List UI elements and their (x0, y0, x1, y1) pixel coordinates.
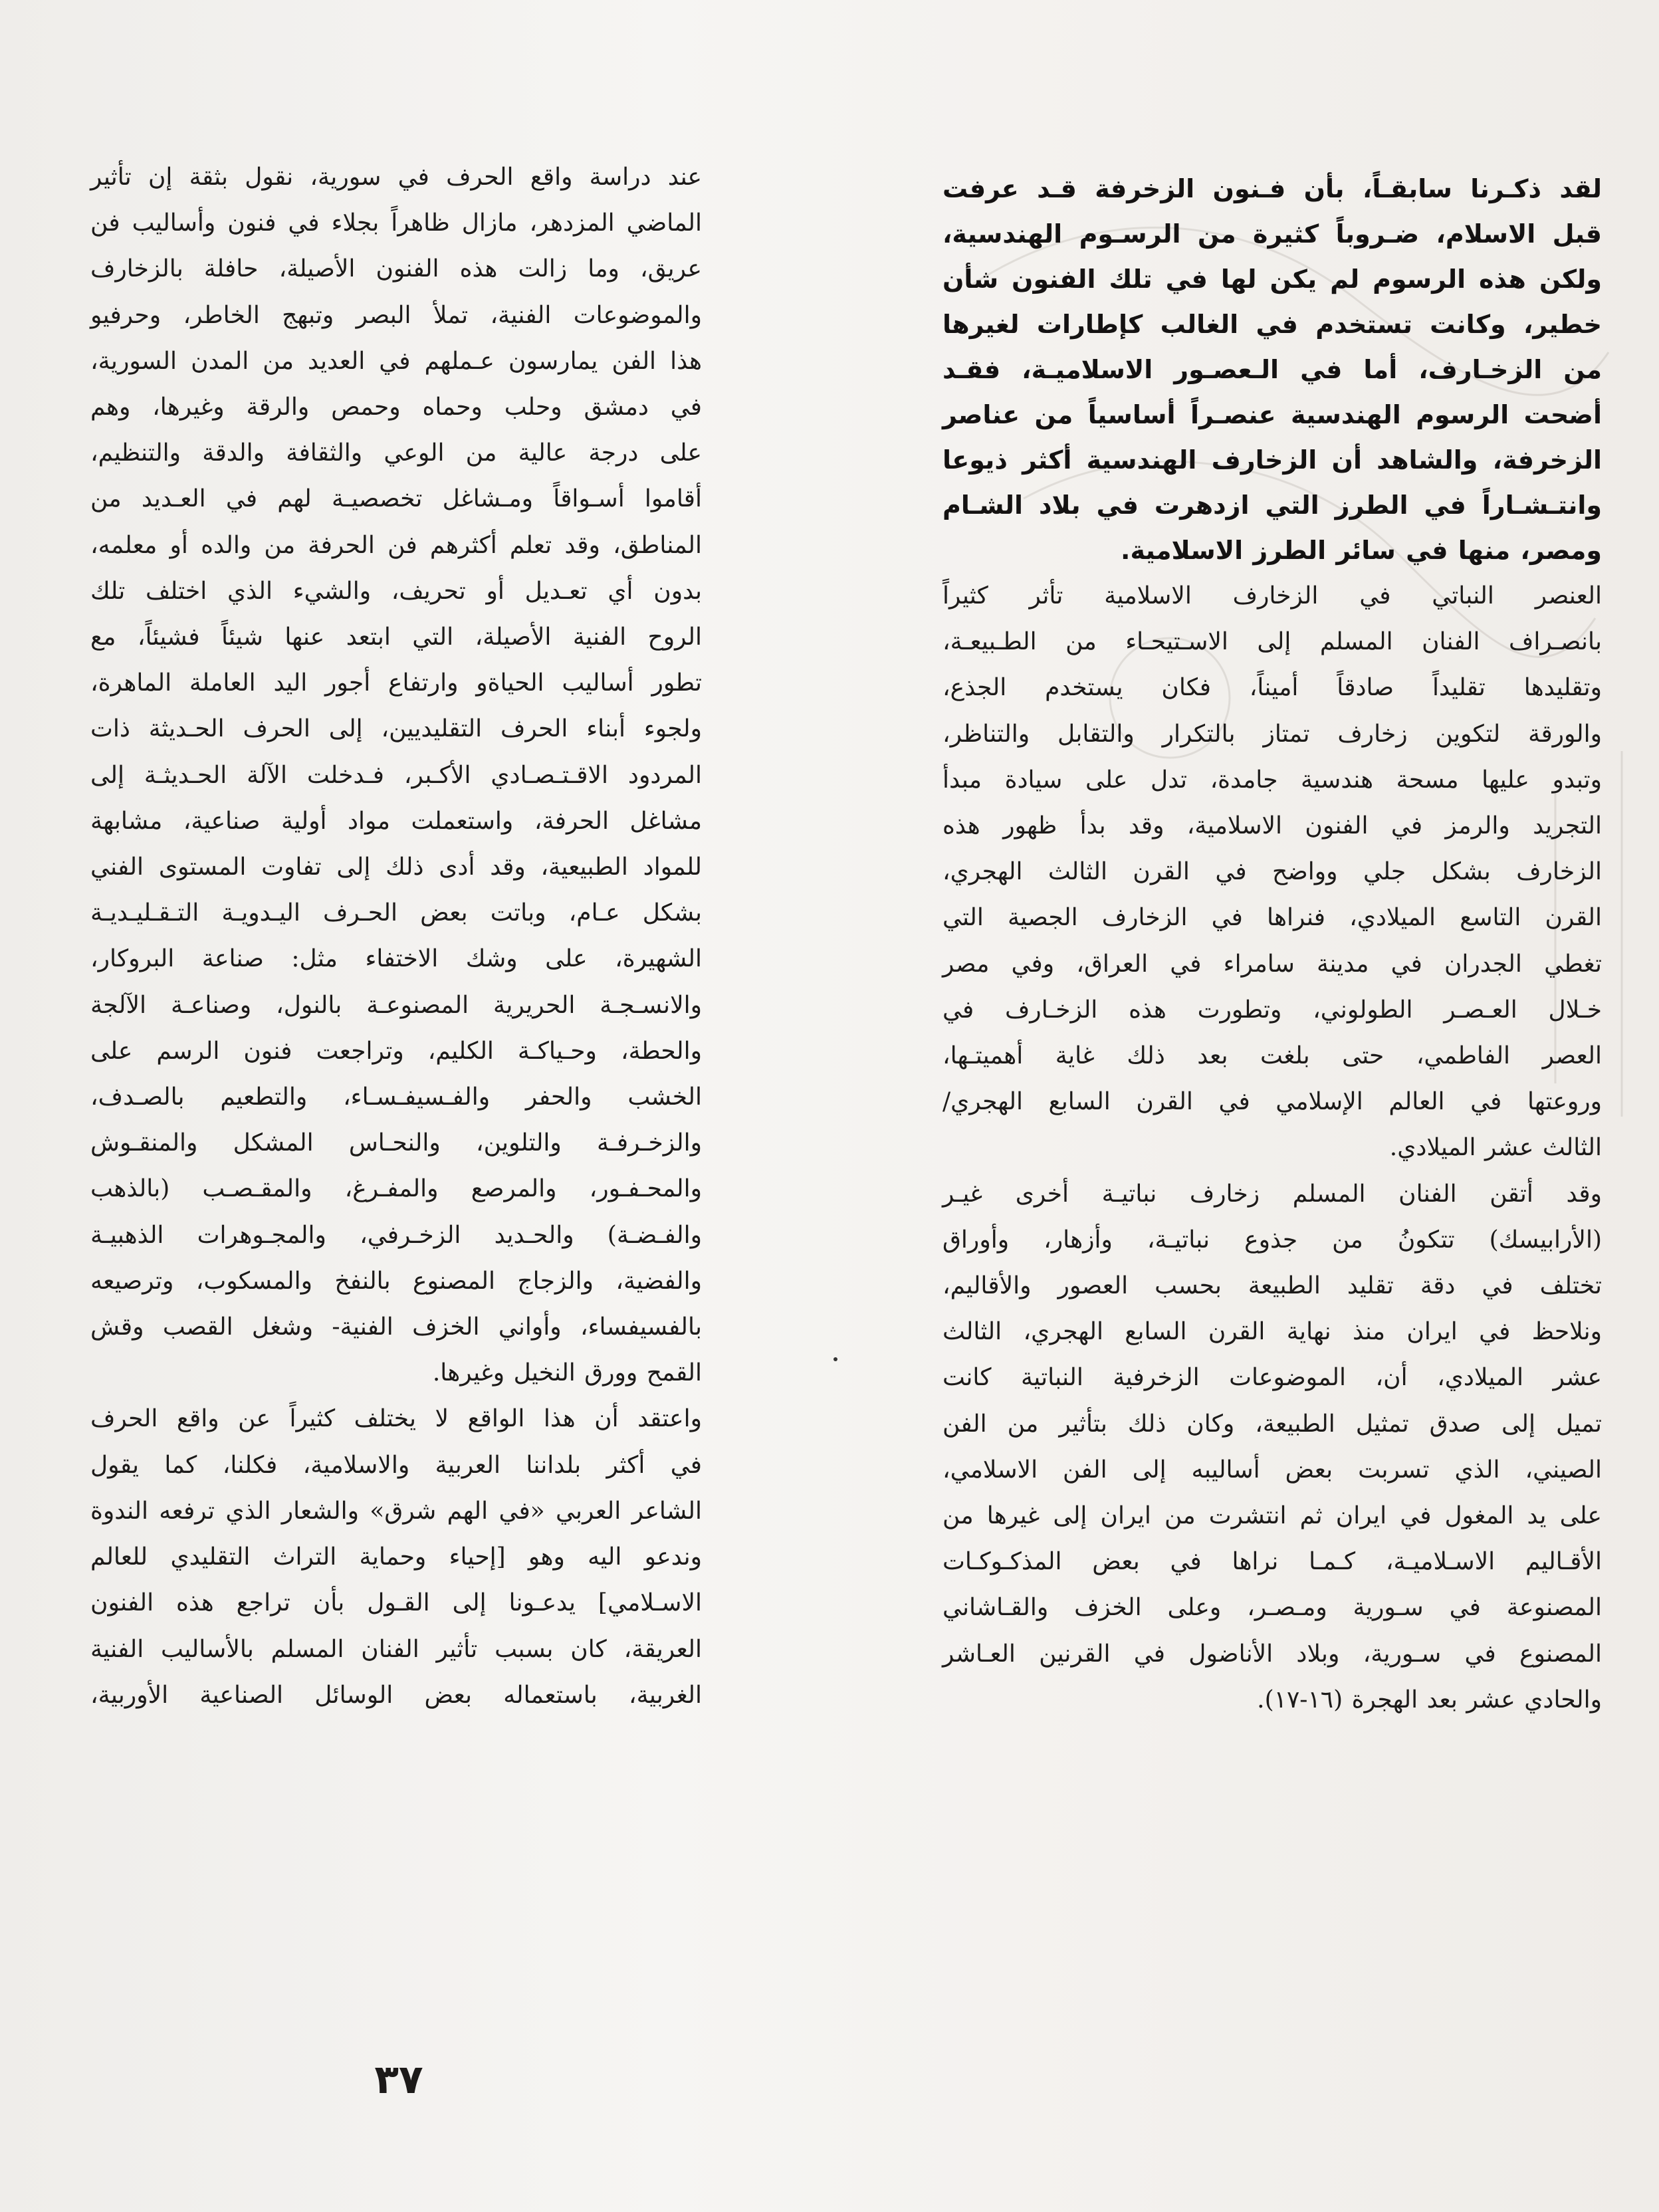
text-line: تميل إلى صدق تمثيل الطبيعة، وكان ذلك بتأثير من الفن (942, 1410, 1602, 1438)
text-line: الروح الفنية الأصيلة، التي ابتعد عنها شيئاً فشيئاً، مع (90, 623, 702, 651)
text-line: بالفسيفساء، وأواني الخزف الفنية- وشغل القصب وقش (90, 1313, 702, 1341)
text-line: الغربية، باستعماله بعض الوسائل الصناعية الأوربية، (90, 1681, 702, 1709)
text-line: الأقـاليم الاسـلاميـة، كـمـا نراها في بعض المذكـوكـات (942, 1548, 1602, 1576)
text-line: للمواد الطبيعية، وقد أدى ذلك إلى تفاوت المستوى الفني (90, 853, 702, 881)
text-line: عند دراسة واقع الحرف في سورية، نقول بثقة إن تأثير (90, 164, 702, 191)
text-line: عريق، وما زالت هذه الفنون الأصيلة، حافلة بالزخارف (90, 255, 702, 283)
text-line: المصنوعة في سـورية ومـصـر، وعلى الخزف والقـاشاني (942, 1594, 1602, 1622)
text-line: وانتـشـاراً في الطرز التي ازدهرت في بلاد الشـام (942, 491, 1602, 520)
text-line: وتقليدها تقليداً صادقاً أميناً، فكان يستخدم الجذع، (942, 674, 1602, 702)
text-line: القرن التاسع الميلادي، فنراها في الزخارف الجصية التي (942, 904, 1602, 932)
text-line: ولكن هذه الرسوم لم يكن لها في تلك الفنون شأن (942, 265, 1602, 294)
text-line: والانسـجـة الحريرية المصنوعـة بالنول، وصناعـة الآلجة (90, 991, 702, 1019)
text-line: ومصر، منها في سائر الطرز الاسلامية. (1121, 536, 1602, 565)
text-line: أضحت الرسوم الهندسية عنصـراً أساسياً من عناصر (942, 400, 1602, 429)
text-line: تغطي الجدران في مدينة سامراء في العراق، وفي مصر (942, 950, 1602, 978)
text-line: والحادي عشر بعد الهجرة (١٦-١٧). (1257, 1686, 1602, 1714)
text-line: تختلف في دقة تقليد الطبيعة بحسب العصور والأقاليم، (942, 1272, 1602, 1300)
text-line: الثالث عشر الميلادي. (1389, 1134, 1602, 1162)
intro-bold-paragraph (942, 166, 1602, 573)
text-line: مشاغل الحرفة، واستعملت مواد أولية صناعية، مشابهة (90, 807, 702, 835)
text-line: في دمشق وحلب وحماه وحمص والرقة وغيرها، وهم (90, 393, 702, 421)
text-line: بشكل عـام، وباتت بعض الحـرف اليـدويـة التـقـليـديـة (90, 899, 702, 927)
text-line: الماضي المزدهر، مازال ظاهراً بجلاء في فنون وأساليب فن (90, 209, 702, 237)
text-line: أقاموا أسـواقاً ومـشاغل تخصصيـة لهم في العـديد من (90, 485, 702, 513)
text-line: وروعتها في العالم الإسلامي في القرن السابع الهجري/ (942, 1088, 1602, 1116)
text-line: القمح وورق النخيل وغيرها. (432, 1359, 702, 1387)
text-line: العنصر النباتي في الزخارف الاسلامية تأثر كثيراً (942, 582, 1602, 609)
text-line: خـلال العـصـر الطولوني، وتطورت هذه الزخـارف في (942, 996, 1602, 1024)
text-line: والورقة لتكوين زخارف تمتاز بالتكرار والتقابل والتناظر، (942, 720, 1602, 748)
text-line: الزخارف بشكل جلي وواضح في القرن الثالث الهجري، (942, 858, 1602, 886)
text-line: الصيني، الذي تسربت بعض أساليبه إلى الفن الاسلامي، (942, 1456, 1602, 1484)
text-line: العريقة، كان بسبب تأثير الفنان المسلم بالأساليب الفنية (90, 1635, 702, 1663)
crafts-in-syria-paragraph (90, 154, 702, 1396)
text-line: من الزخـارف، أما في الـعصـور الاسلاميـة، فقـد (942, 355, 1602, 384)
text-line: الاسـلامي] يدعـونا إلى القـول بأن تراجع هذه الفنون (90, 1589, 702, 1617)
text-line: والفضية، والزجاج المصنوع بالنفخ والمسكوب، وترصيعه (90, 1267, 702, 1295)
text-line: عشر الميلادي، أن، الموضوعات الزخرفية النباتية كانت (942, 1364, 1602, 1392)
text-line: الشاعر العربي «في الهم شرق» والشعار الذي ترفعه الندوة (90, 1497, 702, 1525)
text-line: والحطة، وحـياكـة الكليم، وتراجعت فنون الرسم على (90, 1037, 702, 1065)
text-line: وتبدو عليها مسحة هندسية جامدة، تدل على سيادة مبدأ (942, 766, 1602, 794)
text-line: الخشب والحفر والفـسيفـسـاء، والتطعيم بالصـدف، (90, 1083, 702, 1111)
text-line: وقد أتقن الفنان المسلم زخارف نباتيـة أخرى غيـر (942, 1180, 1602, 1208)
text-line: تطور أساليب الحياةو وارتفاع أجور اليد العاملة الماهرة، (90, 669, 702, 697)
text-line: قبل الاسلام، ضـروباً كثيرة من الرسـوم الهندسية، (942, 219, 1602, 249)
text-line: ونلاحظ في ايران منذ نهاية القرن السابع الهجري، الثالث (942, 1318, 1602, 1346)
text-line: ولجوء أبناء الحرف التقليديين، إلى الحرف الحـديثة ذات (90, 715, 702, 743)
heritage-revival-paragraph (90, 1396, 702, 1717)
text-line: في أكثر بلداننا العربية والاسلامية، فكلنا، كما يقول (90, 1451, 702, 1479)
arabesque-paragraph (942, 1171, 1602, 1723)
text-line: واعتقد أن هذا الواقع لا يختلف كثيراً عن واقع الحرف (90, 1405, 703, 1433)
text-line: هذا الفن يمارسون عـملهم في العديد من المدن السورية، (90, 347, 702, 375)
text-line: الزخرفة، والشاهد أن الزخارف الهندسية أكثر ذيوعا (942, 445, 1602, 475)
text-line: (الأرابيسك) تتكونُ من جذوع نباتيـة، وأزهار، وأوراق (942, 1226, 1602, 1254)
right-text-column (942, 166, 1602, 1723)
text-line: العصر الفاطمي، حتى بلغت بعد ذلك غاية أهميتـها، (942, 1042, 1602, 1070)
stray-dot-mark (833, 1357, 837, 1361)
left-text-column (90, 154, 702, 1718)
text-line: وندعو اليه وهو [إحياء وحماية التراث التقليدي للعالم (90, 1543, 702, 1571)
text-line: المصنوع في سـورية، وبلاد الأناضول في القرنين العـاشر (942, 1640, 1602, 1668)
text-line: المردود الاقـتـصـادي الأكـبر، فـدخلت الآلة الحـديثـة إلى (90, 761, 702, 789)
text-line: بانصـراف الفنان المسلم إلى الاسـتيحـاء من الطـبيعـة، (942, 628, 1602, 656)
text-line: والفـضـة) والحـديد الزخـرفي، والمجـوهرات الذهبيـة (90, 1221, 702, 1249)
text-line: الشهيرة، على وشك الاختفاء مثل: صناعة البروكار، (90, 945, 702, 973)
text-line: خطير، وكانت تستخدم في الغالب كإطارات لغيرها (942, 310, 1602, 339)
text-line: لقد ذكـرنا سابقـاً، بأن فـنون الزخرفة قـد عرفت (942, 174, 1602, 203)
text-line: والموضوعات الفنية، تملأ البصر وتبهج الخاطر، وحرفيو (90, 301, 702, 329)
text-line: والمحـفـور، والمرصع والمفـرغ، والمقـصـب (بالذهب (90, 1175, 702, 1203)
text-line: على درجة عالية من الوعي والثقافة والدقة والتنظيم، (90, 439, 702, 467)
text-line: بدون أي تعـديل أو تحريف، والشيء الذي اختلف تلك (90, 577, 702, 605)
text-line: على يد المغول في ايران ثم انتشرت من ايران إلى غيرها من (942, 1502, 1602, 1530)
text-line: المناطق، وقد تعلم أكثرهم فن الحرفة من والده أو معلمه، (90, 531, 702, 559)
floral-ornament-paragraph (942, 573, 1602, 1171)
text-line: التجريد والرمز في الفنون الاسلامية، وقد بدأ ظهور هذه (942, 812, 1602, 840)
text-line: والزخـرفـة والتلوين، والنحـاس المشكل والمنقـوش (90, 1129, 702, 1157)
page-number: ٣٧ (374, 2056, 423, 2103)
